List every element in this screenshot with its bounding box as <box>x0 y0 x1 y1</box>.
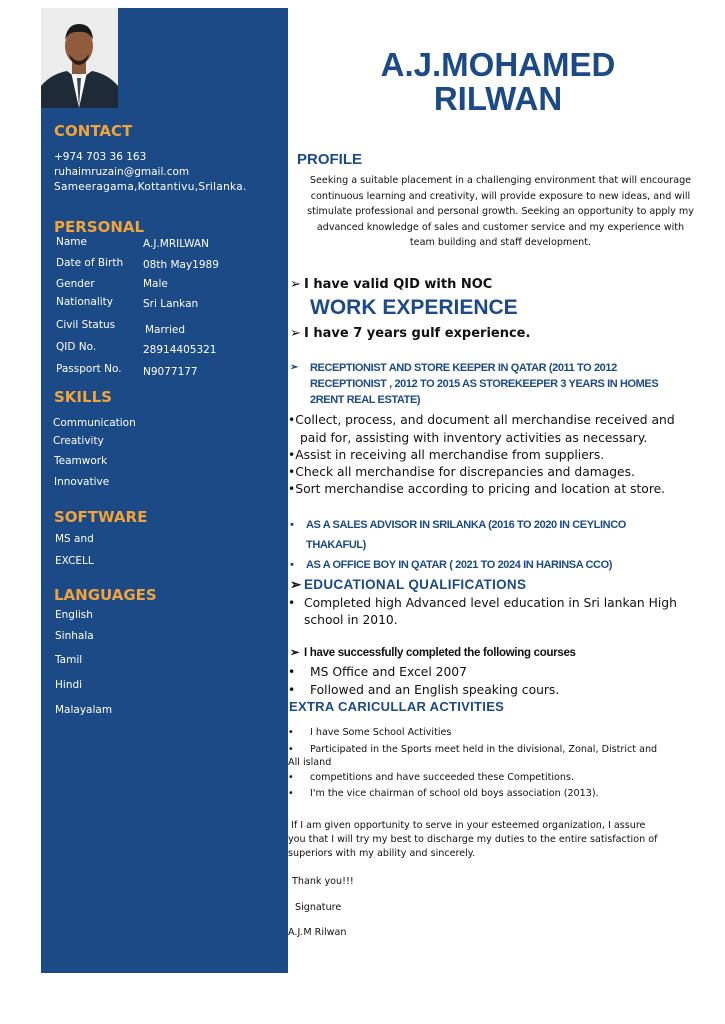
languages-heading: LANGUAGES <box>54 586 157 604</box>
signature-label: Signature <box>295 902 342 913</box>
skill-item: Innovative <box>54 476 110 488</box>
arrow-icon: ➢ <box>290 647 300 659</box>
language-item: Malayalam <box>55 704 113 716</box>
extra-item: • I'm the vice chairman of school old boys association (2013). <box>288 788 599 799</box>
closing-statement: If I am given opportunity to serve in your esteemed organization, I assure you that I will try my best to discharge my duties to the entire satisfaction of superiors with my ability and sincerely. <box>288 820 658 859</box>
language-item: Tamil <box>55 654 83 666</box>
extra-item: • I have Some School Activities <box>288 727 452 738</box>
duty-item-continued: paid for, assisting with inventory activities as necessary. <box>300 431 648 445</box>
personal-label-name: Name <box>56 236 87 248</box>
skill-item: Creativity <box>53 435 104 447</box>
duty-item: •Check all merchandise for discrepancies and damages. <box>288 465 635 479</box>
qid-line: ➢ I have valid QID with NOC <box>290 277 493 292</box>
job-3: • AS A OFFICE BOY IN QATAR ( 2021 TO 2024 IN HARINSA CCO) <box>290 559 613 571</box>
arrow-icon: ➢ <box>290 277 301 292</box>
course-item: • Followed and an English speaking cours. <box>288 683 560 697</box>
arrow-icon: ➢ <box>290 362 298 373</box>
main-content <box>288 0 725 1024</box>
extra-item-continued: All island <box>288 757 332 768</box>
personal-value-passport: N9077177 <box>143 366 198 378</box>
personal-value-nationality: Sri Lankan <box>143 298 199 310</box>
personal-value-qid: 28914405321 <box>143 344 217 356</box>
job-2: • AS A SALES ADVISOR IN SRILANKA (2016 TO 2020 IN CEYLINCO THAKAFUL) <box>290 515 722 555</box>
duty-item: •Assist in receiving all merchandise from suppliers. <box>288 448 605 462</box>
courses-heading: ➢ I have successfully completed the following courses <box>290 647 576 659</box>
skill-item: Communication <box>53 417 136 429</box>
education-heading: ➢ EDUCATIONAL QUALIFICATIONS <box>290 577 527 592</box>
language-item: Hindi <box>55 679 83 691</box>
personal-label-passport: Passport No. <box>56 363 122 375</box>
language-item: English <box>55 609 93 621</box>
personal-label-civil-status: Civil Status <box>56 319 116 331</box>
address: Sameeragama,Kottantivu,Srilanka. <box>54 181 247 193</box>
personal-value-name: A.J.MRILWAN <box>143 238 209 250</box>
profile-text: Seeking a suitable placement in a challenging environment that will encourage continuous learning and creativity, will provide exposure to new ideas, and will stimulate professional and personal growth. Seeking an opportunity to apply my advanced knowledge of sales and customer service and my experience with team building and staff development. <box>307 175 694 248</box>
extra-item: • competitions and have succeeded these Competitions. <box>288 772 575 783</box>
sidebar <box>41 8 288 973</box>
job-1: ➢ RECEPTIONIST AND STORE KEEPER IN QATAR (2011 TO 2012 RECEPTIONIST , 2012 TO 2015 AS STOREKEEPER 3 YEARS IN HOMES 2RENT REAL ESTATE) <box>290 362 659 406</box>
personal-label-gender: Gender <box>56 278 95 290</box>
software-item: MS and <box>55 533 94 545</box>
personal-value-civil-status: Married <box>145 324 185 336</box>
duty-item: •Collect, process, and document all merchandise received and <box>288 413 675 427</box>
duty-item: •Sort merchandise according to pricing and location at store. <box>288 482 666 496</box>
skill-item: Teamwork <box>54 455 108 467</box>
personal-label-dob: Date of Birth <box>56 257 124 269</box>
personal-value-dob: 08th May1989 <box>143 259 219 271</box>
profile-heading: PROFILE <box>297 151 363 168</box>
extra-item: • Participated in the Sports meet held in the divisional, Zonal, District and <box>288 744 658 755</box>
phone: +974 703 36 163 <box>54 151 147 163</box>
arrow-icon: ➢ <box>290 326 301 341</box>
software-item: EXCELL <box>55 555 94 567</box>
bullet-icon: • <box>290 519 294 531</box>
arrow-icon: ➢ <box>290 577 302 592</box>
education-item-continued: school in 2010. <box>304 613 398 627</box>
skills-heading: SKILLS <box>54 388 112 406</box>
email: ruhaimruzain@gmail.com <box>54 166 190 178</box>
course-item: • MS Office and Excel 2007 <box>288 665 467 679</box>
work-experience-heading: WORK EXPERIENCE <box>310 296 518 319</box>
personal-label-nationality: Nationality <box>56 296 114 308</box>
candidate-name: A.J.MOHAMED RILWAN <box>380 46 616 117</box>
extra-activities-heading: EXTRA CARICULLAR ACTIVITIES <box>289 699 505 714</box>
personal-heading: PERSONAL <box>54 218 145 236</box>
personal-label-qid: QID No. <box>56 341 97 353</box>
profile-photo <box>41 8 118 108</box>
gulf-experience-line: ➢ I have 7 years gulf experience. <box>290 326 531 341</box>
education-item: • Completed high Advanced level education in Sri lankan High <box>288 596 677 610</box>
software-heading: SOFTWARE <box>54 508 148 526</box>
thank-you: Thank you!!! <box>292 876 354 887</box>
personal-value-gender: Male <box>143 278 168 290</box>
contact-heading: CONTACT <box>54 122 133 140</box>
signed-name: A.J.M Rilwan <box>288 927 347 938</box>
language-item: Sinhala <box>55 630 94 642</box>
bullet-icon: • <box>290 559 294 571</box>
